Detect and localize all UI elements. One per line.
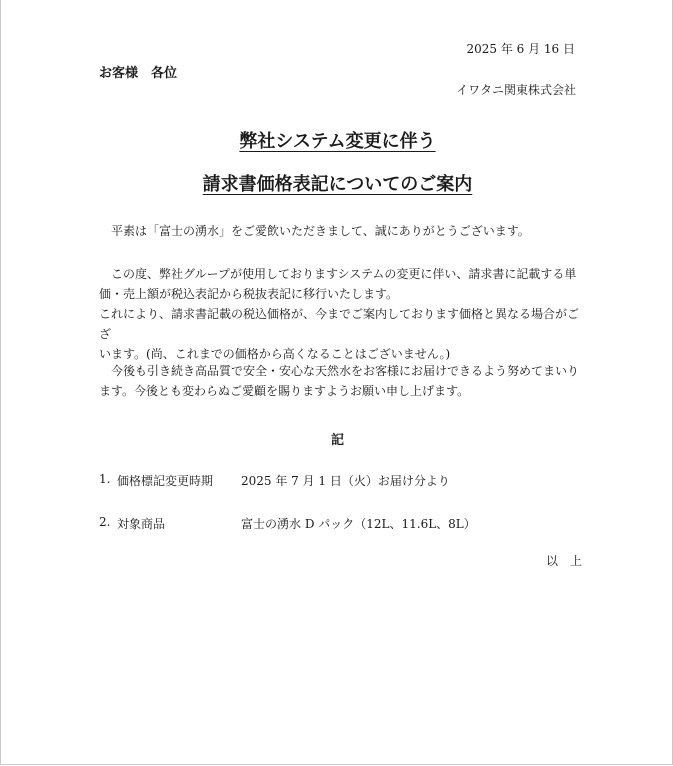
- note-item-label: 対象商品: [117, 517, 166, 531]
- paragraph-line: 価・売上額が税込表記から税抜表記に移行いたします。: [99, 287, 399, 301]
- document-date: 2025 年 6 月 16 日: [466, 42, 575, 56]
- title-line-1-text: 弊社システム変更に伴う: [239, 131, 436, 152]
- paragraph-line: います。(尚、これまでの価格から高くなることはございません。): [99, 347, 451, 361]
- title-line-2: [1, 170, 673, 196]
- paragraph-closing-remarks: [99, 361, 583, 401]
- paragraph-line: 平素は「富士の湧水」をご愛飲いただきまして、誠にありがとうございます。: [111, 224, 530, 238]
- paragraph-line: 今後も引き続き高品質で安全・安心な天然水をお客様にお届けできるよう努めてまいり: [111, 364, 580, 378]
- paragraph-notice: [99, 264, 583, 364]
- title-line-1: [1, 127, 673, 153]
- paragraph-greeting: [99, 221, 583, 241]
- recipient-salutation: お客様 各位: [99, 66, 178, 81]
- note-item-number: 2.: [99, 515, 111, 529]
- note-item-label: 価格標記変更時期: [117, 474, 214, 488]
- sender-company: イワタニ関東株式会社: [456, 83, 576, 97]
- closing-mark: 以 上: [545, 554, 582, 568]
- note-item-value: 2025 年 7 月 1 日（火）お届け分より: [241, 474, 450, 488]
- title-line-2-text: 請求書価格表記についてのご案内: [202, 174, 473, 195]
- paragraph-line: ます。今後とも変わらぬご愛顧を賜りますようお願い申し上げます。: [99, 384, 470, 398]
- paragraph-line: これにより、請求書記載の税込価格が、今までご案内しております価格と異なる場合がござ: [99, 307, 580, 341]
- note-item-value: 富士の湧水 D パック（12L、11.6L、8L）: [241, 517, 476, 531]
- notes-heading: 記: [330, 433, 344, 448]
- note-item-number: 1.: [99, 472, 111, 486]
- paragraph-line: この度、弊社グループが使用しておりますシステムの変更に伴い、請求書に記載する単: [111, 267, 577, 281]
